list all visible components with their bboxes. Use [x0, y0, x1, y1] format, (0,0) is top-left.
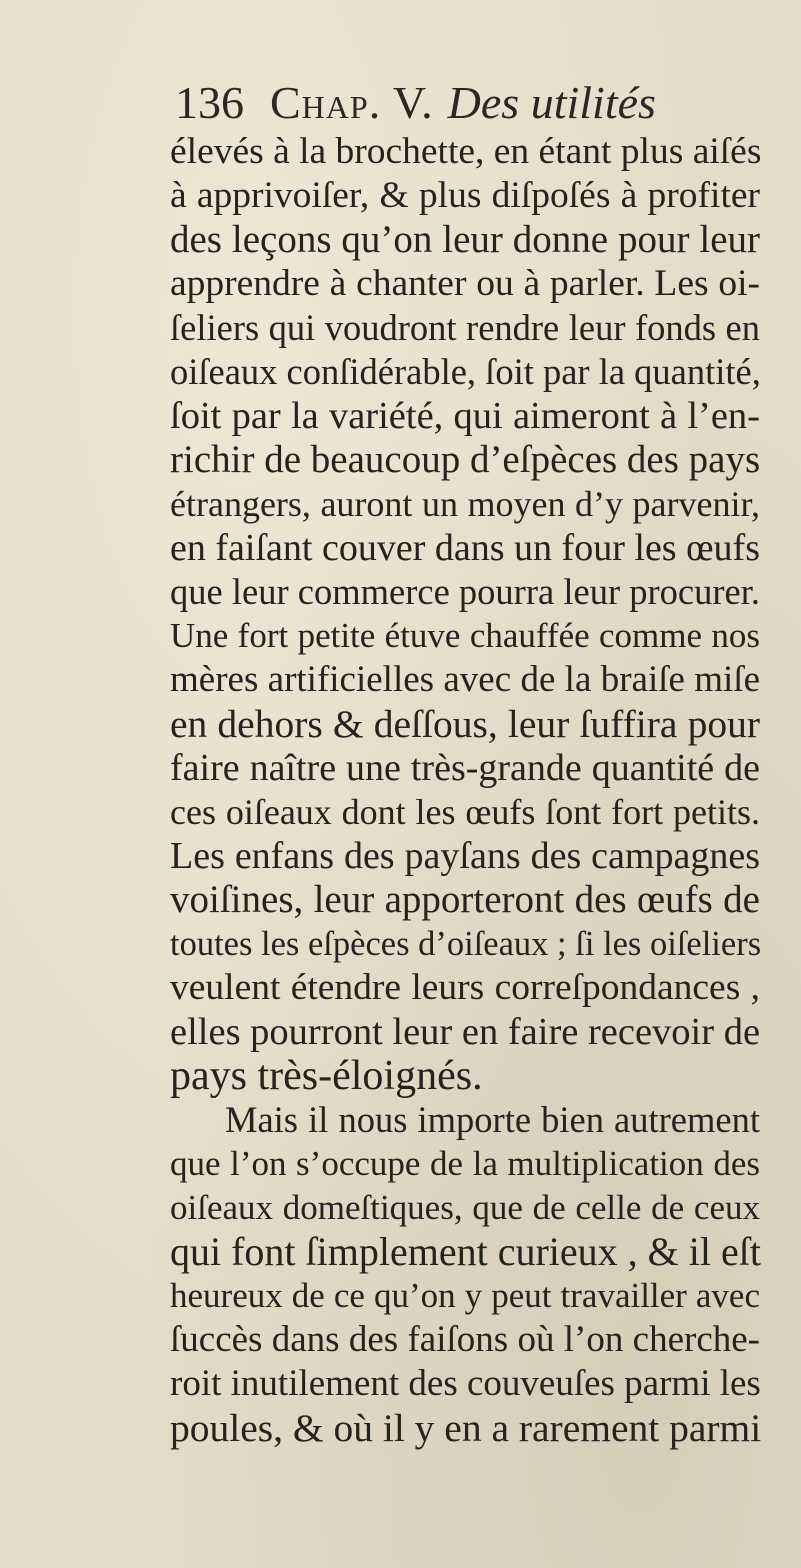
running-header: [175, 74, 735, 132]
text-line: mères artificielles avec de la braiſe miſe: [170, 659, 760, 700]
text-line: roit inutilement des couveuſes parmi les: [170, 1363, 761, 1404]
text-line: Les enfans des payſans des campagnes: [170, 835, 760, 877]
text-line: étrangers, auront un moyen d’y parvenir,: [170, 484, 760, 524]
text-line: Une fort petite étuve chauffée comme nos: [170, 616, 760, 655]
text-line: richir de beaucoup d’eſpèces des pays: [170, 438, 761, 481]
text-line: elles pourront leur en faire recevoir de: [170, 1011, 761, 1053]
text-line: poules, & où il y en a rarement parmi: [170, 1406, 762, 1450]
text-line: toutes les eſpèces d’oiſeaux ; ſi les oiſeliers: [170, 925, 762, 963]
text-line: ces oiſeaux dont les œufs ſont fort petits.: [170, 792, 760, 832]
text-line: que l’on s’occupe de la multiplication des: [170, 1144, 760, 1183]
text-line: ſeliers qui voudront rendre leur fonds en: [170, 307, 760, 348]
text-line: ſuccès dans des faiſons où l’on cherche-: [170, 1319, 760, 1360]
chapter-title: Des utilités: [447, 77, 656, 128]
text-line: heureux de ce qu’on y peut travailler avec: [170, 1276, 760, 1315]
text-line: qui font ſimplement curieux , & il eſt: [170, 1229, 761, 1274]
chapter-label: Chap. V.: [270, 77, 434, 128]
text-line: faire naître une très-grande quantité de: [170, 747, 760, 789]
text-line: apprendre à chanter ou à parler. Les oi-: [170, 263, 760, 304]
text-line: en faiſant couver dans un four les œufs: [170, 527, 760, 569]
page-number: 136: [175, 77, 244, 128]
text-line: pays très-éloignés.: [170, 1053, 483, 1099]
text-line: que leur commerce pourra leur procurer.: [170, 571, 760, 612]
text-line: oiſeaux domeſtiques, que de celle de ceux: [170, 1188, 760, 1227]
text-line: à apprivoiſer, & plus diſpoſés à profiter: [170, 175, 760, 216]
text-line: ſoit par la variété, qui aimeront à l’en-: [170, 395, 760, 437]
text-line: en dehors & deſſous, leur ſuffira pour: [170, 702, 760, 746]
paragraph-start-line: Mais il nous importe bien autrement: [225, 1099, 760, 1140]
text-line: veulent étendre leurs correſpondances ,: [170, 967, 760, 1008]
text-line: élevés à la brochette, en étant plus aiſés: [170, 131, 762, 172]
text-line: des leçons qu’on leur donne pour leur: [170, 218, 760, 261]
text-line: oiſeaux conſidérable, ſoit par la quantité,: [170, 351, 761, 392]
text-line: voiſines, leur apporteront des œufs de: [170, 878, 760, 921]
